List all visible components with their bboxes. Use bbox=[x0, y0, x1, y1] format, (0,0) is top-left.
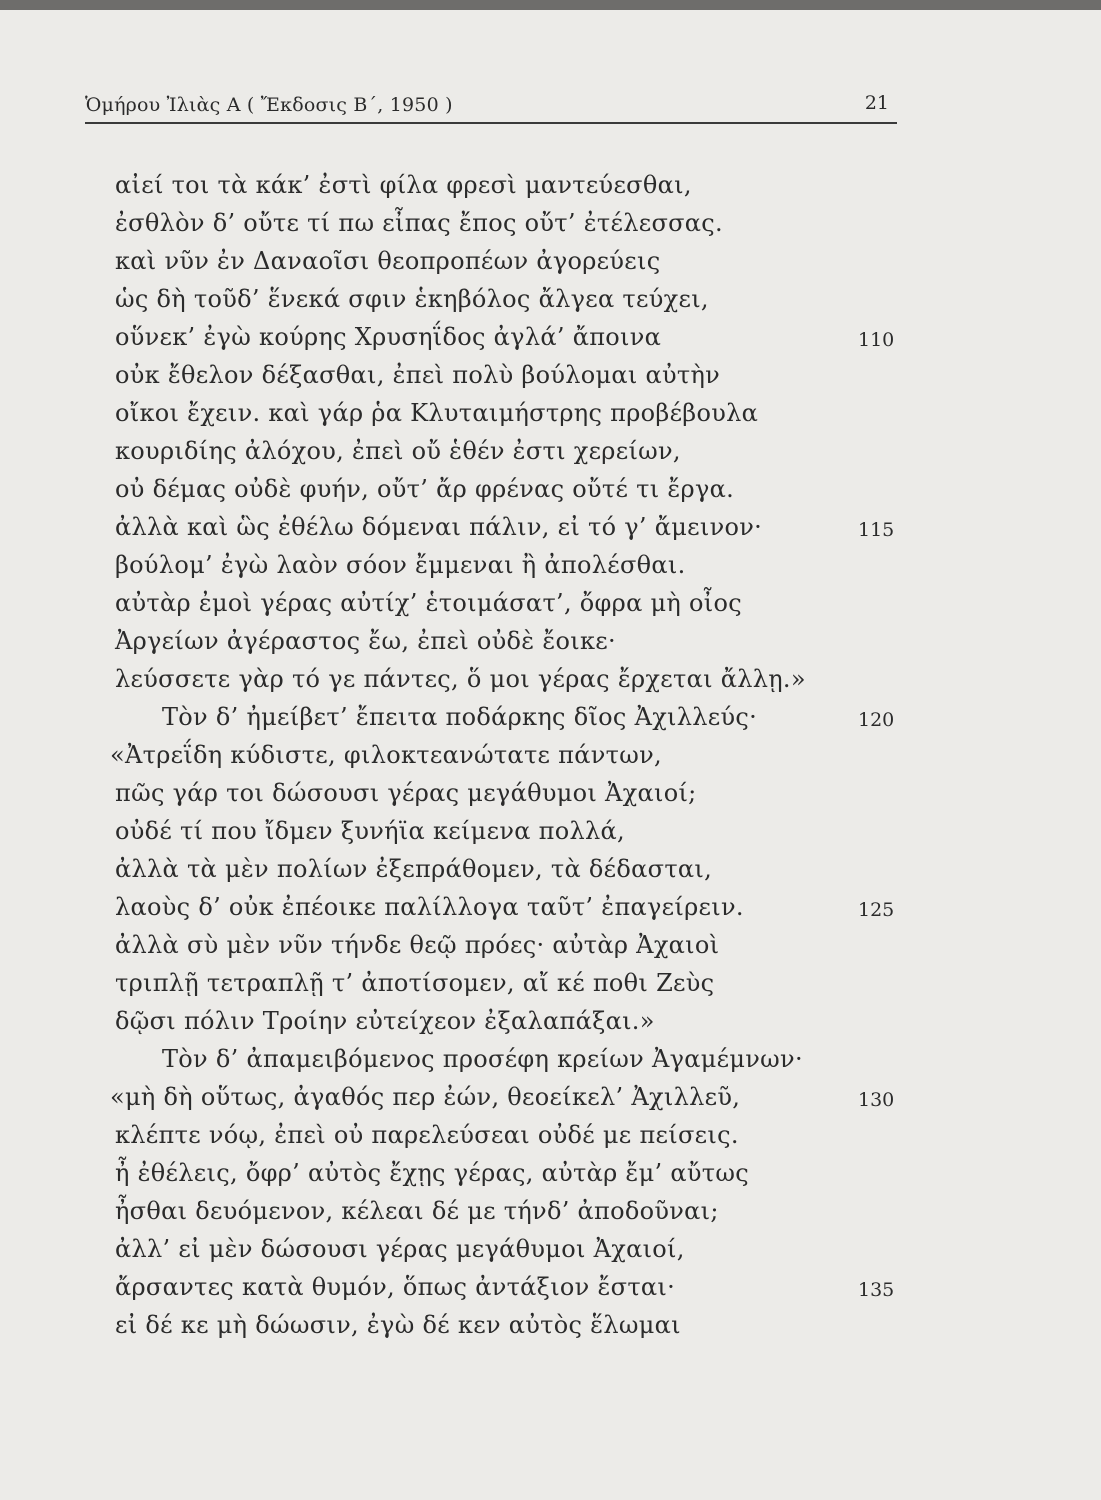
line-number: 120 bbox=[858, 709, 895, 731]
verse-line: κουριδίης ἀλόχου, ἐπεὶ οὔ ἑθέν ἐστι χερείων, bbox=[115, 437, 681, 465]
verse-line: πῶς γάρ τοι δώσουσι γέρας μεγάθυμοι Ἀχαιοί; bbox=[115, 779, 697, 807]
verse-line: ἀλλ’ εἰ μὲν δώσουσι γέρας μεγάθυμοι Ἀχαιοί, bbox=[115, 1235, 685, 1263]
verse-line: εἰ δέ κε μὴ δώωσιν, ἐγὼ δέ κεν αὐτὸς ἕλωμαι bbox=[115, 1311, 681, 1339]
verse-line: καὶ νῦν ἐν Δαναοῖσι θεοπροπέων ἀγορεύεις bbox=[115, 247, 661, 275]
verse-line: τριπλῇ τετραπλῇ τ’ ἀποτίσομεν, αἴ κέ ποθι Ζεὺς bbox=[115, 969, 715, 997]
verse-line: «μὴ δὴ οὕτως, ἀγαθός περ ἐών, θεοείκελ’ Ἀχιλλεῦ, bbox=[110, 1083, 741, 1111]
verse-line: ἄρσαντες κατὰ θυμόν, ὅπως ἀντάξιον ἔσται· bbox=[115, 1273, 676, 1301]
verse-line: οἴκοι ἔχειν. καὶ γάρ ῥα Κλυταιμήστρης προβέβουλα bbox=[115, 399, 759, 427]
verse-line: αὐτὰρ ἐμοὶ γέρας αὐτίχ’ ἑτοιμάσατ’, ὄφρα μὴ οἶος bbox=[115, 589, 742, 617]
line-number: 110 bbox=[858, 329, 895, 351]
verse-line: λεύσσετε γὰρ τό γε πάντες, ὅ μοι γέρας ἔρχεται ἄλλῃ.» bbox=[115, 665, 806, 693]
verse-line: δῷσι πόλιν Τροίην εὐτείχεον ἐξαλαπάξαι.» bbox=[115, 1007, 655, 1035]
line-number: 135 bbox=[858, 1279, 895, 1301]
verse-line: κλέπτε νόῳ, ἐπεὶ οὐ παρελεύσεαι οὐδέ με πείσεις. bbox=[115, 1121, 739, 1149]
verse-line: Τὸν δ’ ἠμείβετ’ ἔπειτα ποδάρκης δῖος Ἀχιλλεύς· bbox=[162, 703, 758, 731]
verse-line: λαοὺς δ’ οὐκ ἐπέοικε παλίλλογα ταῦτ’ ἐπαγείρειν. bbox=[115, 893, 744, 921]
line-number: 125 bbox=[858, 899, 895, 921]
page-number: 21 bbox=[864, 92, 889, 114]
header-title: Ὁμήρου Ἰλιὰς Α ( Ἔκδοσις Β΄, 1950 ) bbox=[85, 94, 453, 116]
verse-line: ἀλλὰ σὺ μὲν νῦν τήνδε θεῷ πρόες· αὐτὰρ Ἀχαιοὶ bbox=[115, 931, 720, 959]
verse-line: ὡς δὴ τοῦδ’ ἕνεκά σφιν ἑκηβόλος ἄλγεα τεύχει, bbox=[115, 285, 709, 313]
verse-line: Ἀργείων ἀγέραστος ἔω, ἐπεὶ οὐδὲ ἔοικε· bbox=[115, 627, 616, 655]
verse-line: αἰεί τοι τὰ κάκ’ ἐστὶ φίλα φρεσὶ μαντεύεσθαι, bbox=[115, 171, 692, 199]
verse-line: ἦσθαι δευόμενον, κέλεαι δέ με τήνδ’ ἀποδοῦναι; bbox=[115, 1197, 719, 1225]
verse-line: Τὸν δ’ ἀπαμειβόμενος προσέφη κρείων Ἀγαμέμνων· bbox=[162, 1045, 803, 1073]
verse-line: «Ἀτρεΐδη κύδιστε, φιλοκτεανώτατε πάντων, bbox=[110, 741, 662, 769]
verse-line: οὐδέ τί που ἴδμεν ξυνήϊα κείμενα πολλά, bbox=[115, 817, 625, 845]
verse-line: οὐ δέμας οὐδὲ φυήν, οὔτ’ ἄρ φρένας οὔτέ τι ἔργα. bbox=[115, 475, 735, 503]
line-number: 115 bbox=[858, 519, 895, 541]
verse-line: οὕνεκ’ ἐγὼ κούρης Χρυσηΐδος ἀγλά’ ἄποινα bbox=[115, 323, 662, 351]
verse-line: οὐκ ἔθελον δέξασθαι, ἐπεὶ πολὺ βούλομαι αὐτὴν bbox=[115, 361, 721, 389]
verse-line: ἦ ἐθέλεις, ὄφρ’ αὐτὸς ἔχῃς γέρας, αὐτὰρ ἔμ’ αὔτως bbox=[115, 1159, 749, 1187]
line-number: 130 bbox=[858, 1089, 895, 1111]
verse-line: ἐσθλὸν δ’ οὔτε τί πω εἶπας ἔπος οὔτ’ ἐτέλεσσας. bbox=[115, 209, 723, 237]
verse-line: βούλομ’ ἐγὼ λαὸν σόον ἔμμεναι ἢ ἀπολέσθαι. bbox=[115, 551, 686, 579]
verse-line: ἀλλὰ καὶ ὣς ἐθέλω δόμεναι πάλιν, εἰ τό γ’ ἄμεινον· bbox=[115, 513, 763, 541]
verse-line: ἀλλὰ τὰ μὲν πολίων ἐξεπράθομεν, τὰ δέδασται, bbox=[115, 855, 713, 883]
